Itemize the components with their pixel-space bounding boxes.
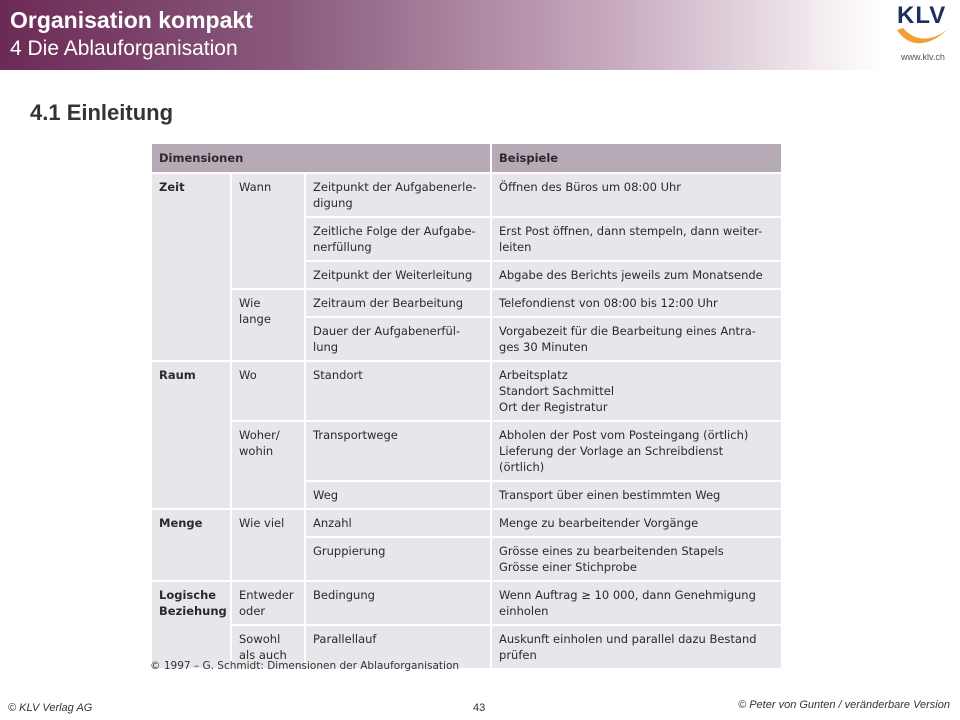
aspect-cell: Zeitliche Folge der Aufgabe- nerfüllung <box>305 217 491 261</box>
table-caption: © 1997 – G. Schmidt: Dimensionen der Ablauforganisation <box>150 660 460 672</box>
aspect-cell: Zeitraum der Bearbeitung <box>305 289 491 317</box>
table-row <box>151 581 782 625</box>
example-cell: Grösse eines zu bearbeitenden Stapels Grösse einer Stichprobe <box>491 537 782 581</box>
aspect-cell: Anzahl <box>305 509 491 537</box>
dimension-cell: Raum <box>151 361 231 509</box>
slide-header <box>0 0 960 70</box>
section-title: 4.1 Einleitung <box>30 100 174 125</box>
example-cell: Menge zu bearbeitender Vorgänge <box>491 509 782 537</box>
example-cell: Wenn Auftrag ≥ 10 000, dann Genehmigung einholen <box>491 581 782 625</box>
question-cell: Wie viel <box>231 509 305 581</box>
header-dimensionen: Dimensionen <box>151 143 491 173</box>
klv-swoosh-icon <box>893 24 953 52</box>
question-cell: Entweder oder <box>231 581 305 625</box>
question-cell: Woher/ wohin <box>231 421 305 509</box>
logo-text: KLV <box>897 2 947 29</box>
aspect-cell: Zeitpunkt der Aufgabenerle- digung <box>305 173 491 217</box>
example-cell: Abholen der Post vom Posteingang (örtlich) Lieferung der Vorlage an Schreibdienst (örtlich) <box>491 421 782 481</box>
slide-subtitle: 4 Die Ablauforganisation <box>10 37 238 60</box>
dimension-cell: Zeit <box>151 173 231 361</box>
question-cell: Sowohl als auch <box>231 625 305 669</box>
table-row <box>151 509 782 537</box>
table-row <box>151 421 782 481</box>
table-row <box>151 361 782 421</box>
footer-author: © Peter von Gunten / veränderbare Version <box>738 699 950 711</box>
table-row <box>151 173 782 217</box>
table-header-row <box>151 143 782 173</box>
footer-publisher: © KLV Verlag AG <box>8 702 93 714</box>
aspect-cell: Standort <box>305 361 491 421</box>
aspect-cell: Bedingung <box>305 581 491 625</box>
example-cell: Vorgabezeit für die Bearbeitung eines Antra- ges 30 Minuten <box>491 317 782 361</box>
header-beispiele: Beispiele <box>491 143 782 173</box>
aspect-cell: Parallellauf <box>305 625 491 669</box>
example-cell: Erst Post öffnen, dann stempeln, dann weiter- leiten <box>491 217 782 261</box>
dimensions-table-wrap <box>150 142 781 670</box>
table-row <box>151 289 782 317</box>
example-cell: Transport über einen bestimmten Weg <box>491 481 782 509</box>
aspect-cell: Weg <box>305 481 491 509</box>
example-cell: Abgabe des Berichts jeweils zum Monatsende <box>491 261 782 289</box>
example-cell: Auskunft einholen und parallel dazu Bestand prüfen <box>491 625 782 669</box>
question-cell: Wie lange <box>231 289 305 361</box>
aspect-cell: Dauer der Aufgabenerfül- lung <box>305 317 491 361</box>
dimension-cell: Logische Beziehung <box>151 581 231 669</box>
logo-url: www.klv.ch <box>901 52 945 62</box>
aspect-cell: Transportwege <box>305 421 491 481</box>
example-cell: Arbeitsplatz Standort Sachmittel Ort der Registratur <box>491 361 782 421</box>
klv-logo <box>893 2 957 66</box>
example-cell: Öffnen des Büros um 08:00 Uhr <box>491 173 782 217</box>
example-cell: Telefondienst von 08:00 bis 12:00 Uhr <box>491 289 782 317</box>
page-number: 43 <box>473 702 486 714</box>
question-cell: Wo <box>231 361 305 421</box>
aspect-cell: Gruppierung <box>305 537 491 581</box>
aspect-cell: Zeitpunkt der Weiterleitung <box>305 261 491 289</box>
question-cell: Wann <box>231 173 305 289</box>
slide-title: Organisation kompakt <box>10 7 253 33</box>
dimensions-table <box>150 142 783 670</box>
dimension-cell: Menge <box>151 509 231 581</box>
